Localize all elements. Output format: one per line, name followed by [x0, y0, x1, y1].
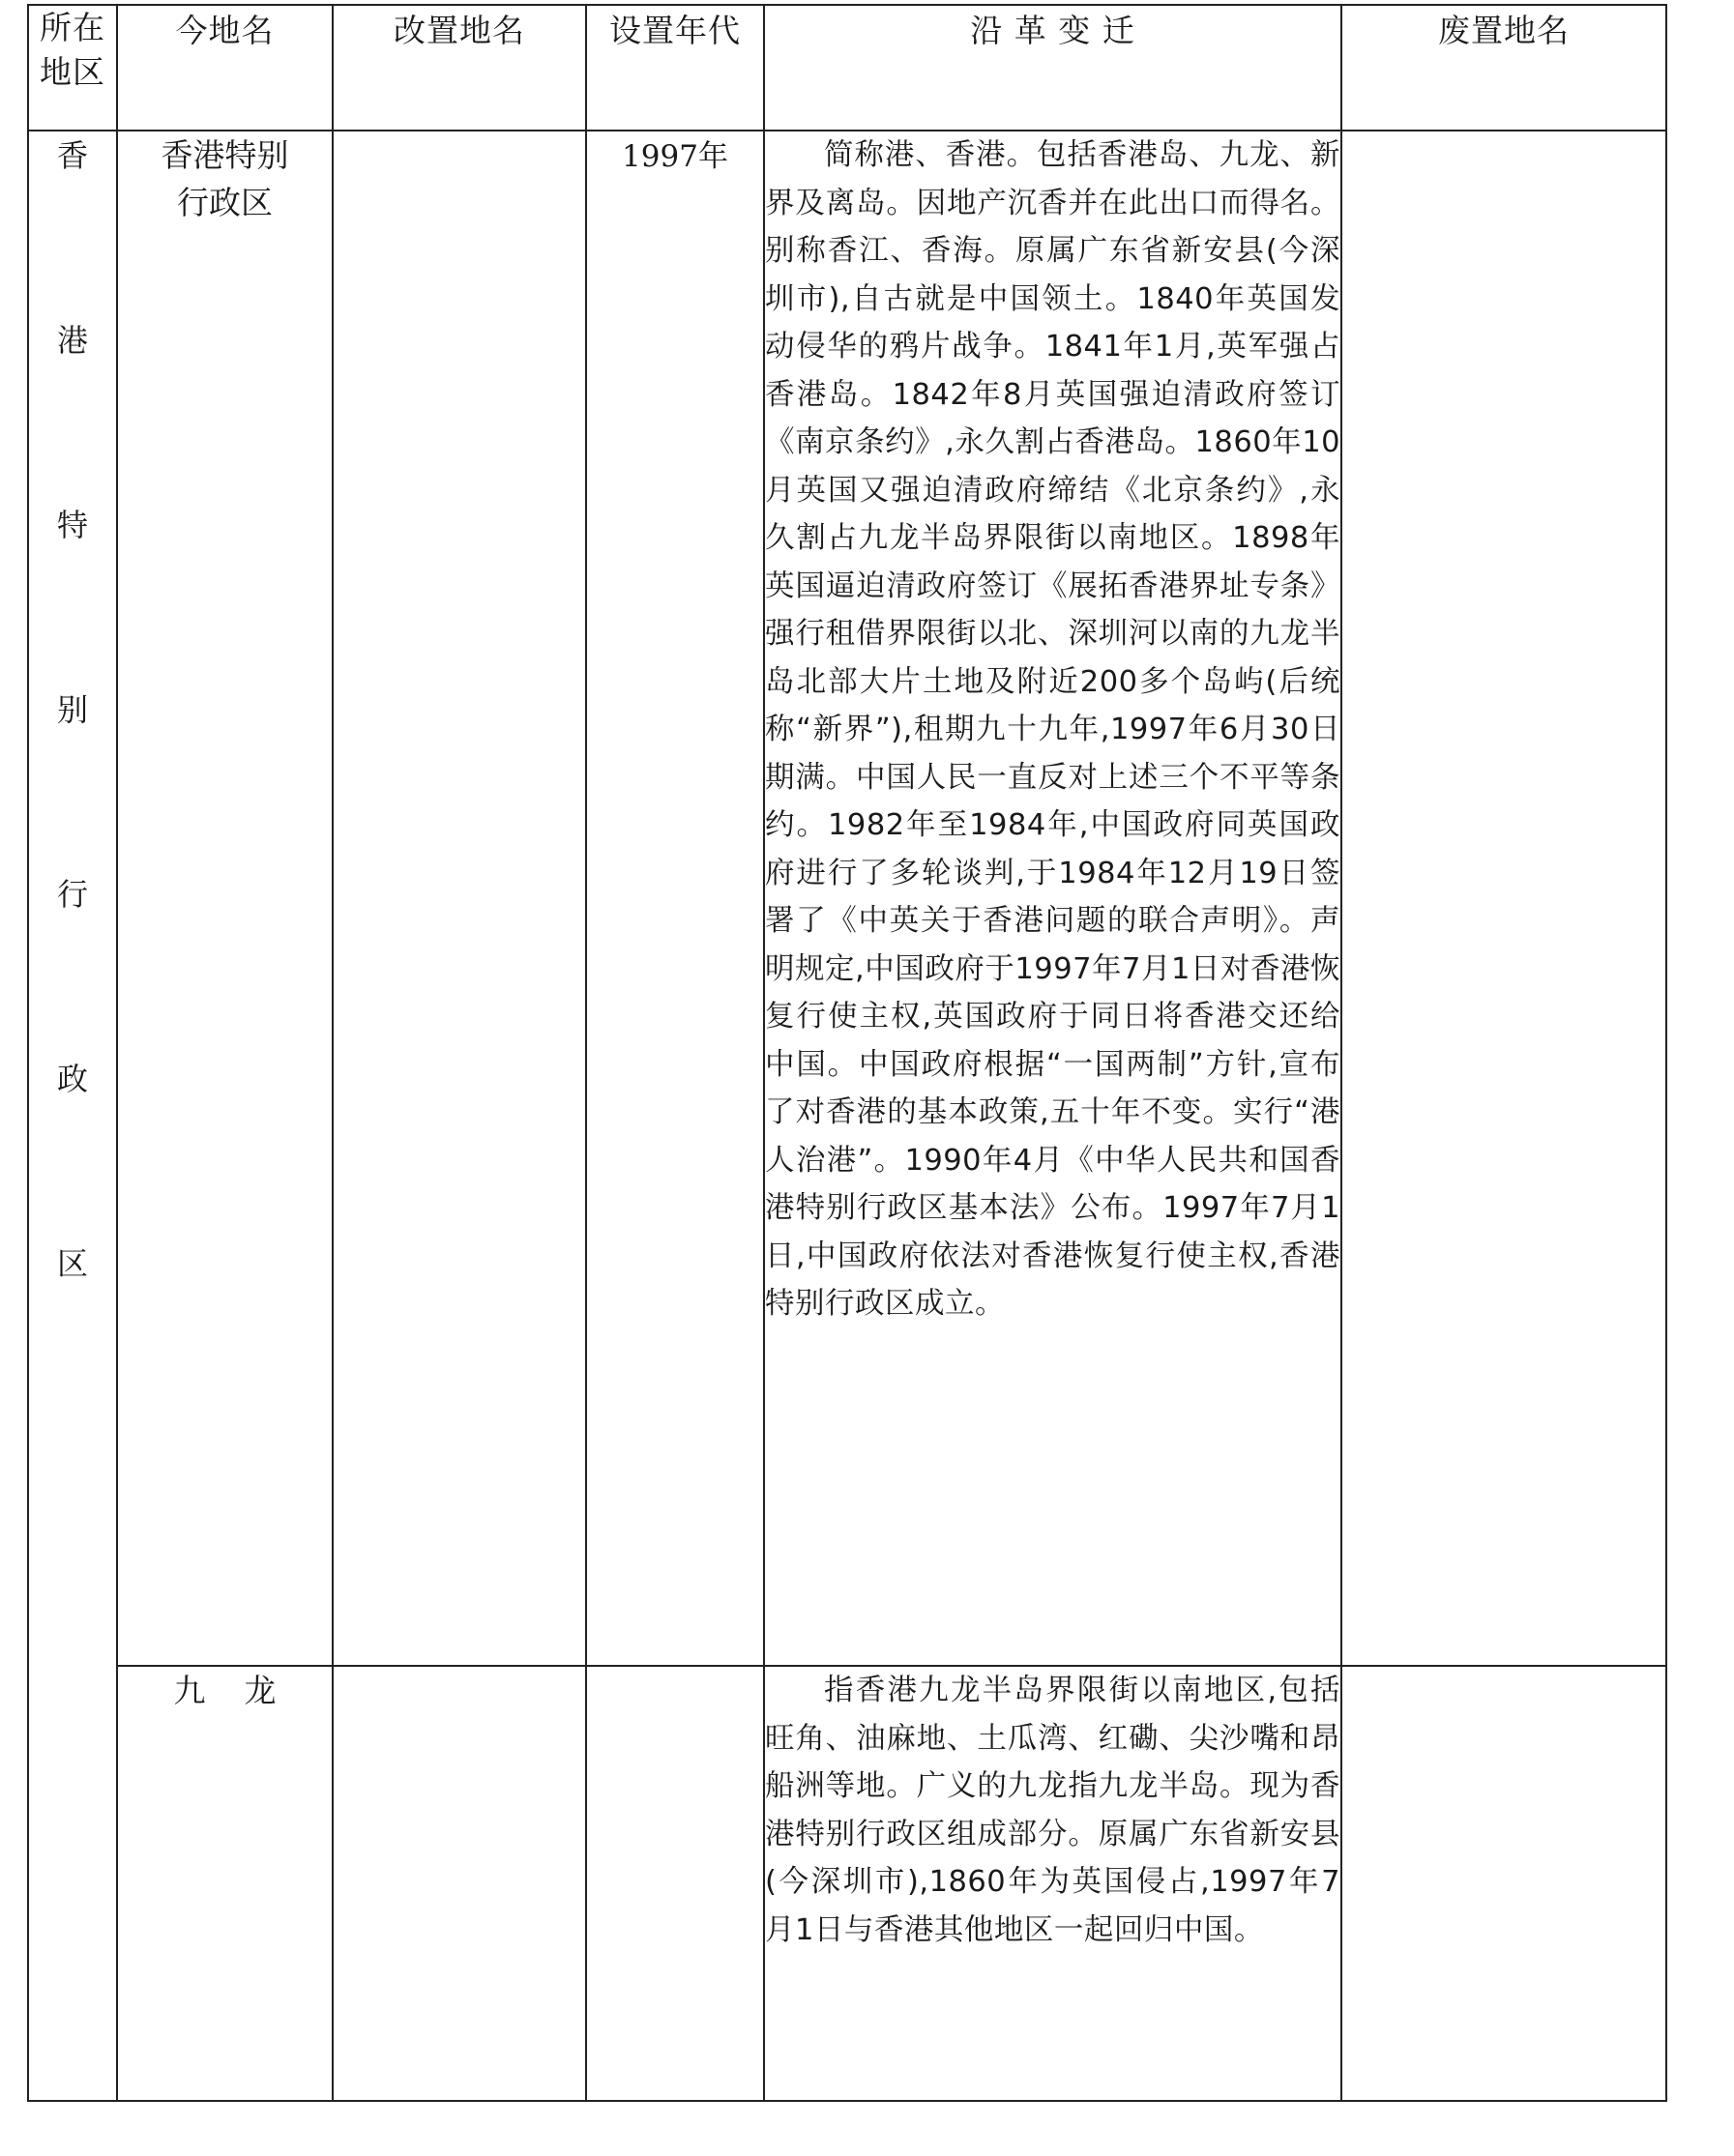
current-name-text: 香港特别行政区: [161, 136, 289, 221]
region-char: 政: [56, 1061, 88, 1097]
year-cell: 1997年: [586, 131, 764, 1666]
header-history: 沿 革 变 迁: [764, 5, 1341, 131]
region-char: 区: [56, 1245, 88, 1282]
history-cell: 指香港九龙半岛界限街以南地区,包括旺角、油麻地、土瓜湾、红磡、尖沙嘴和昂船洲等地。广义的九龙指九龙半岛。现为香港特别行政区组成部分。原属广东省新安县(今深圳市),1860年为英国侵占,1997年7月1日与香港其他地区一起回归中国。: [764, 1666, 1341, 2101]
header-abolished-name: 废置地名: [1341, 5, 1666, 131]
changed-name-cell: [333, 1666, 586, 2101]
gazetteer-table: [27, 4, 1667, 2102]
header-changed-name: 改置地名: [333, 5, 586, 131]
abolished-name-cell: [1341, 1666, 1666, 2101]
changed-name-cell: [333, 131, 586, 1666]
table-row: [28, 131, 1666, 1666]
year-cell: [586, 1666, 764, 2101]
region-char: 别: [56, 691, 88, 728]
region-char: 特: [56, 507, 88, 543]
table-row: [28, 1666, 1666, 2101]
header-region: 所在地区: [28, 5, 117, 131]
abolished-name-cell: [1341, 131, 1666, 1666]
region-cell: [28, 131, 117, 2101]
current-name-cell: 九龙: [117, 1666, 333, 2101]
history-cell: 简称港、香港。包括香港岛、九龙、新界及离岛。因地产沉香并在此出口而得名。别称香江、香海。原属广东省新安县(今深圳市),自古就是中国领土。1840年英国发动侵华的鸦片战争。1841年1月,英军强占香港岛。1842年8月英国强迫清政府签订《南京条约》,永久割占香港岛。1860年10月英国又强迫清政府缔结《北京条约》,永久割占九龙半岛界限街以南地区。1898年英国逼迫清政府签订《展拓香港界址专条》强行租借界限街以北、深圳河以南的九龙半岛北部大片土地及附近200多个岛屿(后统称“新界”),租期九十九年,1997年6月30日期满。中国人民一直反对上述三个不平等条约。1982年至1984年,中国政府同英国政府进行了多轮谈判,于1984年12月19日签署了《中英关于香港问题的联合声明》。声明规定,中国政府于1997年7月1日对香港恢复行使主权,英国政府于同日将香港交还给中国。中国政府根据“一国两制”方针,宣布了对香港的基本政策,五十年不变。实行“港人治港”。1990年4月《中华人民共和国香港特别行政区基本法》公布。1997年7月1日,中国政府依法对香港恢复行使主权,香港特别行政区成立。: [764, 131, 1341, 1666]
region-char: 香: [56, 137, 88, 174]
region-char: 行: [56, 876, 88, 913]
current-name-cell: [117, 131, 333, 1666]
region-char: 港: [56, 322, 88, 359]
header-current-name: 今地名: [117, 5, 333, 131]
header-row: [28, 5, 1666, 131]
header-year: 设置年代: [586, 5, 764, 131]
